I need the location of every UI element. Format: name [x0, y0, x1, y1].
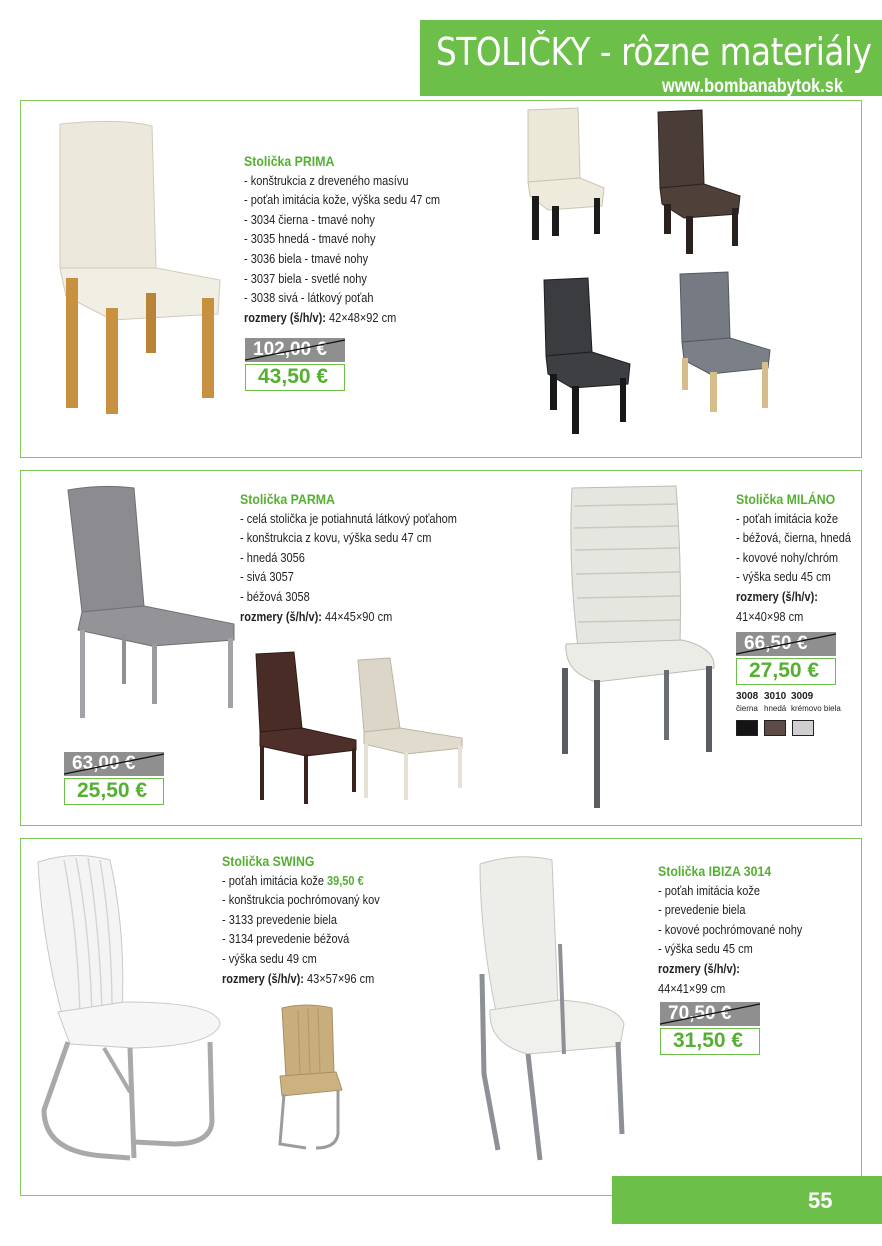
ibiza-dimensions-label: rozmery (š/h/v):: [658, 961, 740, 976]
ibiza-new-price: 31,50 €: [660, 1028, 760, 1055]
swing-feature: - poťah imitácia kože: [222, 873, 328, 888]
milano-dimensions-value: 41×40×98 cm: [736, 609, 804, 624]
prima-chair-cream-image: [52, 118, 227, 418]
parma-old-price-text: 63,00 €: [72, 753, 136, 774]
ibiza-dimensions-value: 44×41×99 cm: [658, 981, 726, 996]
ibiza-chair-white-image: [468, 854, 632, 1162]
website-url: www.bombanabytok.sk: [662, 76, 843, 97]
parma-chair-grey-image: [62, 484, 242, 720]
milano-dimensions-label: rozmery (š/h/v):: [736, 589, 818, 604]
prima-feature: - 3037 biela - svetlé nohy: [244, 271, 367, 286]
milano-feature: - kovové nohy/chróm: [736, 550, 839, 565]
parma-feature: - celá stolička je potiahnutá látkový poťahom: [240, 511, 457, 526]
strikethrough-line: [660, 1002, 760, 1026]
milano-feature: - poťah imitácia kože: [736, 511, 838, 526]
milano-name: Stolička MILÁNO: [736, 491, 836, 507]
parma-old-price: [64, 752, 164, 776]
prima-feature: - 3034 čierna - tmavé nohy: [244, 212, 375, 227]
swing-feature: - konštrukcia pochrómovaný kov: [222, 893, 380, 908]
swing-info: [222, 852, 401, 989]
prima-feature: - 3038 sivá - látkový poťah: [244, 291, 374, 306]
swing-name: Stolička SWING: [222, 853, 315, 869]
swatch-code: 3008: [736, 691, 759, 702]
page-number: 55: [808, 1188, 833, 1213]
ibiza-name: Stolička IBIZA 3014: [658, 863, 772, 879]
swatch-cream: [792, 720, 814, 736]
swing-feature: - 3133 prevedenie biela: [222, 912, 337, 927]
swing-variant-beige-image: [276, 1004, 346, 1152]
prima-feature: - 3036 biela - tmavé nohy: [244, 251, 369, 266]
parma-feature: - konštrukcia z kovu, výška sedu 47 cm: [240, 531, 432, 546]
page-title: STOLIČKY - rôzne materiály: [436, 30, 872, 74]
ibiza-feature: - kovové pochrómované nohy: [658, 922, 803, 937]
prima-old-price: [245, 338, 345, 362]
ibiza-old-price: [660, 1002, 760, 1026]
milano-chair-white-image: [556, 484, 718, 814]
page-number-band: [612, 1176, 882, 1224]
parma-new-price: 25,50 €: [64, 778, 164, 805]
parma-feature: - hnedá 3056: [240, 550, 305, 565]
swing-price: 39,50 €: [327, 873, 364, 888]
milano-info: [736, 490, 867, 627]
ibiza-old-price-text: 70,50 €: [668, 1003, 732, 1024]
prima-variant-beige-image: [524, 106, 608, 242]
swing-feature: - 3134 prevedenie béžová: [222, 932, 350, 947]
swatch-name: krémovo biela: [791, 704, 841, 713]
prima-feature: - konštrukcia z dreveného masívu: [244, 173, 409, 188]
ibiza-feature: - prevedenie biela: [658, 903, 746, 918]
strikethrough-line: [64, 752, 164, 776]
parma-info: [240, 490, 487, 627]
milano-old-price-text: 66,50 €: [744, 633, 808, 654]
parma-name: Stolička PARMA: [240, 491, 335, 507]
parma-dimensions-label: rozmery (š/h/v):: [240, 609, 322, 624]
prima-info: [244, 152, 467, 328]
swing-feature: - výška sedu 49 cm: [222, 951, 317, 966]
swatch-name: čierna: [736, 704, 758, 713]
swatch-code: 3009: [791, 691, 814, 702]
swatch-name: hnedá: [764, 704, 787, 713]
prima-variant-grey-image: [676, 270, 772, 414]
milano-new-price: 27,50 €: [736, 658, 836, 685]
prima-dimensions-value: 42×48×92 cm: [325, 310, 397, 325]
strikethrough-line: [736, 632, 836, 656]
swing-dimensions-value: 43×57×96 cm: [303, 971, 375, 986]
ibiza-feature: - poťah imitácia kože: [658, 883, 760, 898]
swing-dimensions-label: rozmery (š/h/v):: [222, 971, 304, 986]
parma-feature: - béžová 3058: [240, 589, 310, 604]
swatch-brown: [764, 720, 786, 736]
swing-chair-white-image: [34, 852, 224, 1168]
prima-feature: - 3035 hnedá - tmavé nohy: [244, 232, 376, 247]
ibiza-feature: - výška sedu 45 cm: [658, 942, 753, 957]
parma-feature: - sivá 3057: [240, 570, 294, 585]
parma-variant-brown-image: [252, 650, 360, 806]
milano-old-price: [736, 632, 836, 656]
prima-name: Stolička PRIMA: [244, 153, 335, 169]
prima-dimensions-label: rozmery (š/h/v):: [244, 310, 326, 325]
prima-variant-brown-image: [654, 108, 746, 256]
milano-feature: - výška sedu 45 cm: [736, 570, 831, 585]
prima-variant-black-image: [540, 276, 632, 436]
prima-feature: - poťah imitácia kože, výška sedu 47 cm: [244, 193, 441, 208]
prima-new-price: 43,50 €: [245, 364, 345, 391]
swatch-black: [736, 720, 758, 736]
swatch-code: 3010: [764, 691, 787, 702]
parma-dimensions-value: 44×45×90 cm: [321, 609, 393, 624]
ibiza-info: [658, 862, 822, 999]
parma-variant-beige-image: [354, 656, 466, 802]
prima-old-price-text: 102,00 €: [253, 339, 327, 360]
milano-feature: - béžová, čierna, hnedá: [736, 531, 851, 546]
strikethrough-line: [245, 338, 345, 362]
